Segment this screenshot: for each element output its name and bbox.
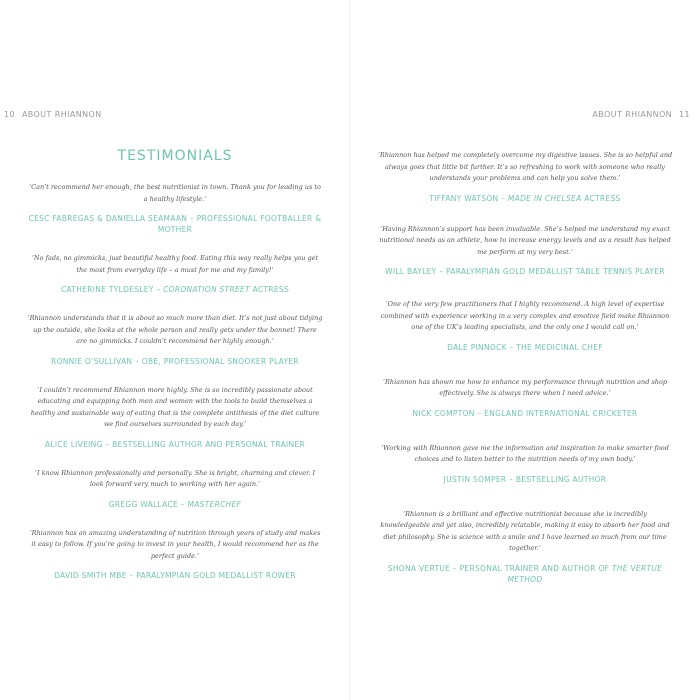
testimonial-attribution: [375, 563, 675, 585]
testimonial: [360, 150, 690, 204]
testimonial: [360, 443, 690, 485]
running-head-text-right: ABOUT RHIANNON: [592, 110, 673, 119]
attribution-pre: JUSTIN SOMPER – BESTSELLING AUTHOR: [443, 474, 607, 484]
attribution-it: MASTERCHEF: [187, 499, 242, 509]
running-head-left: [0, 110, 102, 119]
testimonial-list-left: [10, 182, 340, 581]
testimonial-quote: ‘Rhiannon is a brilliant and effective nutritionist because she is incredibly knowledgeable and yet also, incredibly relatable, making it easy to absorb her food and diet philosophy. She is science with a smile and I have learned so much from our time together.’: [380, 509, 670, 552]
testimonial: [360, 224, 690, 278]
attribution-pre: CESC FABREGAS & DANIELLA SEAMAAN – PROFESSIONAL FOOTBALLER & MOTHER: [28, 214, 322, 234]
testimonial-quote: ‘I know Rhiannon professionally and personally. She is bright, charming and clever. I look forward very much to working with her again.’: [34, 468, 316, 488]
attribution-it: MADE IN CHELSEA: [507, 193, 582, 203]
testimonial-attribution: [25, 439, 325, 450]
attribution-pre: DALE PINNOCK – THE MEDICINAL CHEF: [447, 342, 603, 352]
testimonial-attribution: [375, 408, 675, 419]
attribution-pre: WILL BAYLEY – PARALYMPIAN GOLD MEDALLIST TABLE TENNIS PLAYER: [385, 267, 665, 276]
attribution-it: CORONATION STREET: [163, 285, 250, 294]
attribution-it: THE VERTUE METHOD: [507, 563, 663, 584]
testimonial-attribution: [375, 342, 675, 353]
testimonial: [360, 509, 690, 585]
testimonial: [360, 377, 690, 419]
testimonial-attribution: [25, 356, 325, 367]
testimonial-quote: ‘Working with Rhiannon gave me the information and inspiration to make smarter food choices and to listen better to the nutrition needs of my own body.’: [381, 443, 669, 463]
testimonial-attribution: [375, 266, 675, 277]
testimonial-quote: ‘Having Rhiannon’s support has been invaluable. She’s helped me understand my exact nutritional needs as an athlete, how to increase energy levels and as a result has helped me perform at my very best.’: [379, 224, 671, 256]
page-number-left: 10: [4, 110, 15, 119]
attribution-pre: CATHERINE TYLDESLEY –: [60, 285, 164, 294]
testimonial-quote: ‘I couldn’t recommend Rhiannon more highly. She is so incredibly passionate about educating and equipping both men and women with the tools to build themselves a healthy and sustainable way of eating that is the complete antithesis of the diet culture we find ourselves surrounded by each day.’: [30, 385, 320, 428]
testimonial-quote: ‘Rhiannon has helped me completely overcome my digestive issues. She is so helpful and always goes that little bit further. It’s so refreshing to work with someone who really understands your problems and can help you solve them.’: [377, 151, 673, 182]
page-number-right: 11: [679, 110, 690, 119]
running-head-text-left: ABOUT RHIANNON: [21, 110, 102, 119]
attribution-pre: GREGG WALLACE –: [108, 499, 188, 509]
attribution-pre: ALICE LIVEING – BESTSELLING AUTHOR AND PERSONAL TRAINER: [45, 439, 305, 449]
attribution-post: ACTRESS: [249, 285, 290, 294]
testimonial-quote: ‘Rhiannon has shown me how to enhance my performance through nutrition and shop effectively. She is always there when I need advice.’: [382, 377, 668, 397]
testimonial-quote: ‘Can’t recommend her enough, the best nutritionist in town. Thank you for leading us to a healthy lifestyle.’: [29, 183, 321, 203]
testimonial: [360, 299, 690, 353]
attribution-pre: SHONA VERTUE – PERSONAL TRAINER AND AUTHOR OF: [387, 563, 612, 573]
testimonial-attribution: [25, 284, 325, 295]
testimonial-attribution: [25, 213, 325, 235]
testimonial-quote: ‘Rhiannon understands that it is about so much more than diet. It’s not just about tidying up the outside, she looks at the whole person and really gets under the bonnet! There are no gimmicks. I couldn’t recommend her highly enough.’: [27, 314, 323, 345]
right-page: [350, 0, 700, 700]
attribution-pre: TIFFANY WATSON –: [429, 193, 508, 203]
testimonial: [10, 313, 340, 367]
testimonial-quote: ‘One of the very few practitioners that I highly recommend. A high level of expertise combined with experience working in a very complex and emotive field make Rhiannon one of the UK’s leading specialists, and the only one I would call on.’: [380, 300, 670, 331]
testimonial: [10, 182, 340, 235]
attribution-pre: RONNIE O’SULLIVAN – OBE, PROFESSIONAL SNOOKER PLAYER: [51, 356, 299, 366]
attribution-post: ACTRESS: [581, 193, 621, 203]
page-title: TESTIMONIALS: [117, 148, 233, 164]
testimonial: [10, 468, 340, 510]
running-head-right: [592, 110, 694, 119]
attribution-pre: DAVID SMITH MBE – PARALYMPIAN GOLD MEDALLIST ROWER: [54, 571, 296, 580]
testimonial-list-right: [360, 150, 690, 585]
testimonial-quote: ‘Rhiannon has an amazing understanding of nutrition through years of study and makes it easy to follow. If you’re going to invest in your health, I would recommend her as the perfect guide.’: [29, 528, 321, 560]
testimonial-attribution: [375, 193, 675, 204]
attribution-pre: NICK COMPTON – ENGLAND INTERNATIONAL CRICKETER: [412, 408, 638, 418]
testimonial-attribution: [25, 570, 325, 581]
testimonial: [10, 528, 340, 582]
testimonial: [10, 253, 340, 295]
testimonial-attribution: [375, 474, 675, 485]
testimonial-attribution: [25, 499, 325, 510]
testimonial: [10, 385, 340, 450]
testimonial-quote: ‘No fads, no gimmicks, just beautiful healthy food. Eating this way really helps you get the most from everyday life – a must for me and my family!’: [31, 254, 319, 274]
